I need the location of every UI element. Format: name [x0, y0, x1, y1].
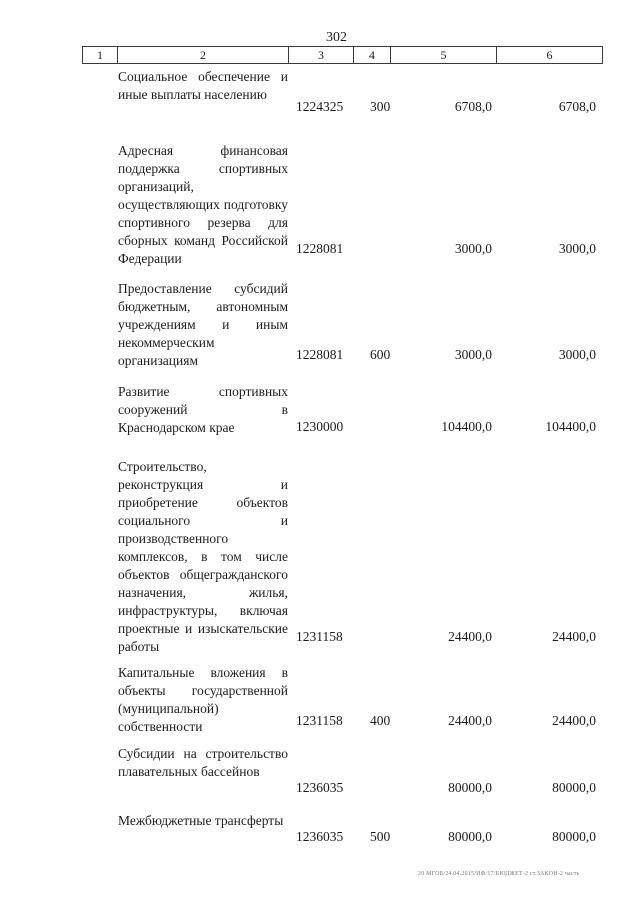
- row-value-col6: 104400,0: [545, 419, 596, 434]
- row-value-col5: 24400,0: [448, 713, 492, 728]
- row-code: 1231158: [296, 629, 343, 644]
- row-description: Адресная финансовая поддержка спортивных организаций, осуществляющих подготовку спортивного резерва для сборных команд Российской Федерации: [118, 143, 288, 266]
- column-header-5: 5: [391, 47, 497, 64]
- row-value-col6: 80000,0: [552, 829, 596, 844]
- column-header-6: 6: [497, 47, 603, 64]
- row-value-col5: 80000,0: [448, 829, 492, 844]
- row-expense-type: 600: [370, 347, 391, 362]
- column-header-row: [83, 47, 603, 64]
- row-value-col5: 24400,0: [448, 629, 492, 644]
- row-description: Субсидии на строительство плавательных бассейнов: [118, 746, 288, 779]
- row-code: 1228081: [296, 347, 344, 362]
- row-value-col6: 80000,0: [552, 780, 596, 795]
- column-header-1: 1: [83, 47, 118, 64]
- row-description: Строительство, реконструкция и приобретение объектов социального и производственного комплексов, в том числе объектов общегражданского назначения, жилья, инфраструктуры, включая проектные и изыскательские работы: [118, 459, 288, 654]
- row-description: Развитие спортивных сооружений в Краснодарском крае: [118, 384, 288, 435]
- column-header-2: 2: [118, 47, 289, 64]
- row-value-col6: 3000,0: [558, 241, 596, 256]
- row-value-col5: 6708,0: [454, 99, 492, 114]
- row-description: Межбюджетные трансферты: [118, 813, 284, 828]
- row-description: Социальное обеспечение и иные выплаты населению: [118, 69, 288, 102]
- page-number: 302: [326, 30, 347, 45]
- row-code: 1228081: [296, 241, 344, 256]
- row-value-col5: 3000,0: [454, 241, 492, 256]
- column-header-table: [82, 46, 603, 64]
- row-expense-type: 400: [370, 713, 391, 728]
- row-code: 1236035: [296, 829, 344, 844]
- document-footer: 20 МГОБ/24.04.2015/ИФ/17/БЮДЖЕТ-2 ст.ЗАКОН-2 часть: [418, 871, 580, 877]
- column-header-3: 3: [289, 47, 354, 64]
- column-header-4: 4: [354, 47, 391, 64]
- row-value-col6: 24400,0: [552, 629, 596, 644]
- row-value-col5: 80000,0: [448, 780, 492, 795]
- row-code: 1230000: [296, 419, 344, 434]
- row-description: Капитальные вложения в объекты государственной (муниципальной) собственности: [118, 665, 288, 734]
- row-value-col5: 3000,0: [454, 347, 492, 362]
- row-value-col6: 3000,0: [558, 347, 596, 362]
- row-code: 1224325: [296, 99, 344, 114]
- row-expense-type: 500: [370, 829, 391, 844]
- row-value-col6: 24400,0: [552, 713, 596, 728]
- row-expense-type: 300: [370, 99, 391, 114]
- row-value-col6: 6708,0: [558, 99, 596, 114]
- row-value-col5: 104400,0: [441, 419, 492, 434]
- row-code: 1231158: [296, 713, 343, 728]
- row-code: 1236035: [296, 780, 344, 795]
- row-description: Предоставление субсидий бюджетным, автономным учреждениям и иным некоммерческим организациям: [118, 281, 288, 368]
